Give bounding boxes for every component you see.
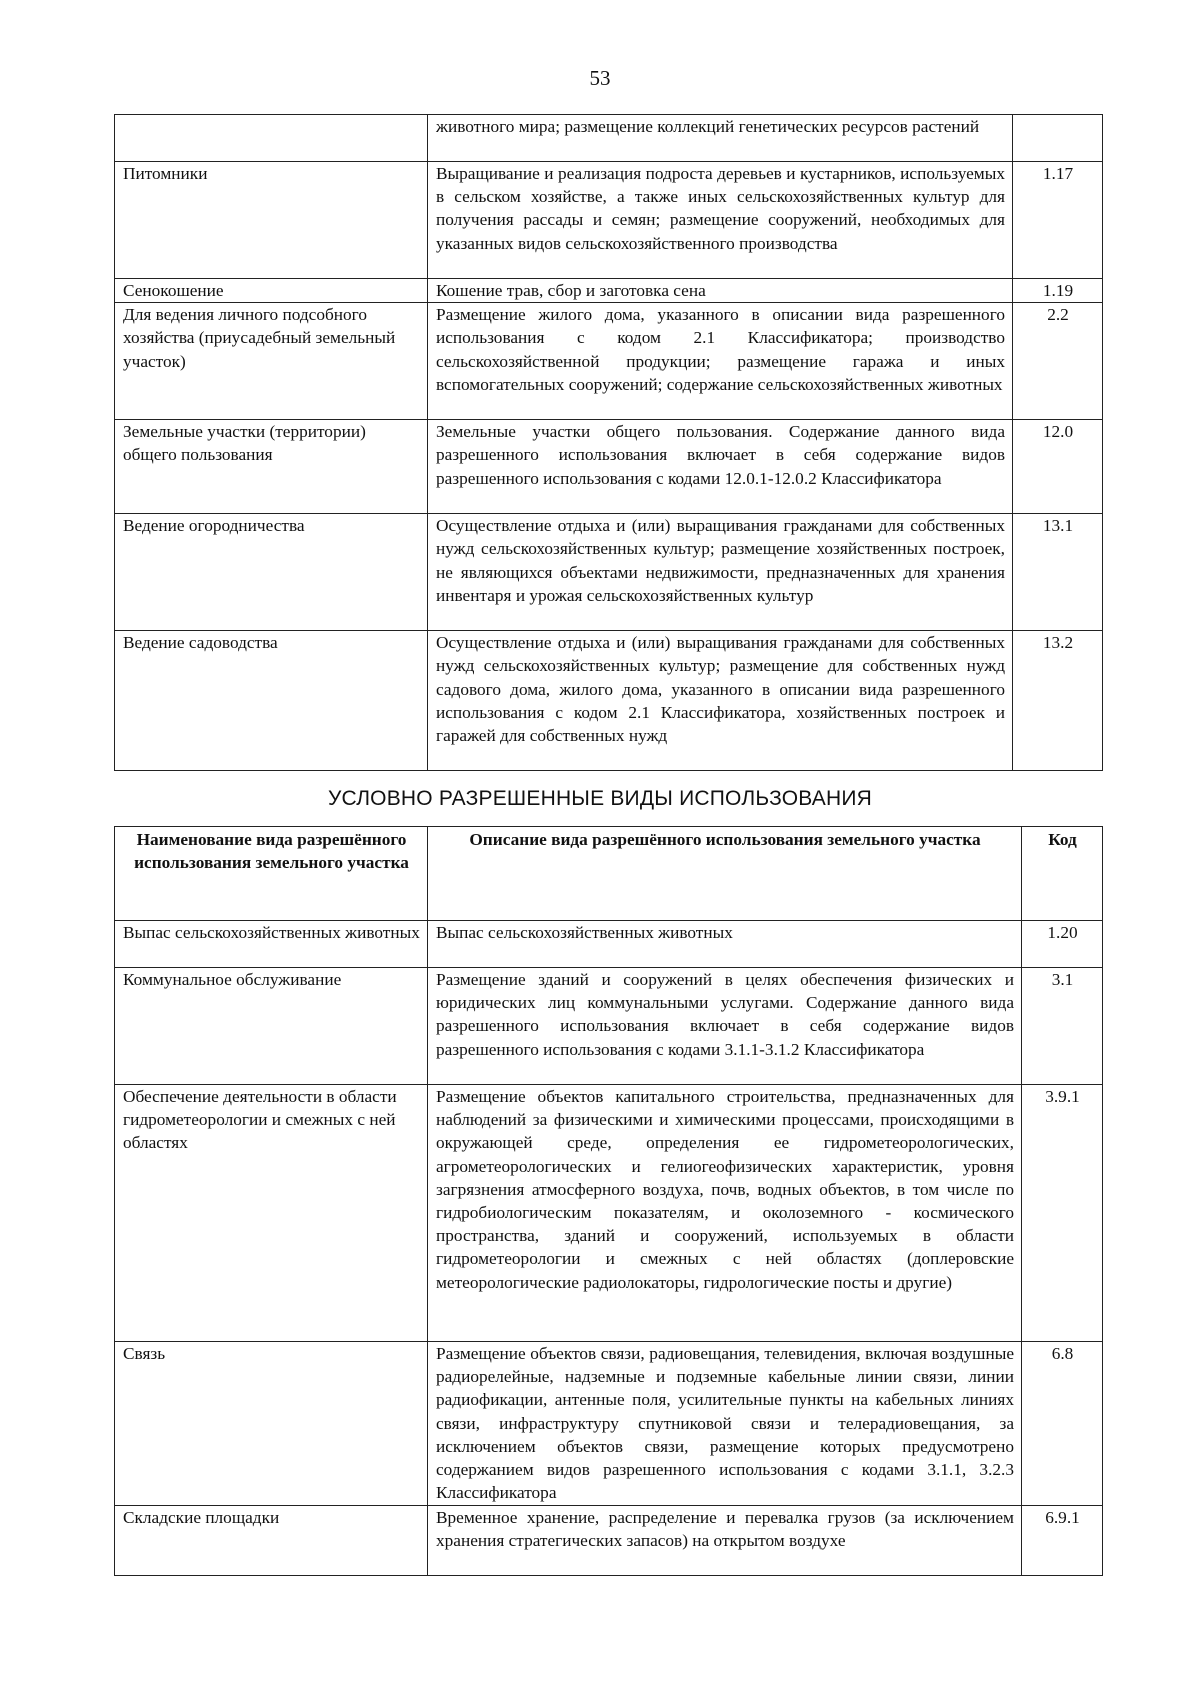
use-description-cell: Осуществление отдыха и (или) выращивания гражданами для собственных нужд сельскохозяйственных культур; размещение хозяйственных построек, не являющихся объектами недвижимости, предназначенных для хранения инвентаря и урожая сельскохозяйственных культур: [428, 514, 1013, 631]
table-row: [115, 303, 1103, 420]
table-header-row: [115, 827, 1103, 921]
use-description-cell: Размещение зданий и сооружений в целях обеспечения физических и юридических лиц коммунальными услугами. Содержание данного вида разрешенного использования включает в себя содержание видов разрешенного использования с кодами 3.1.1-3.1.2 Классификатора: [428, 968, 1022, 1085]
use-name-cell: [115, 115, 428, 162]
use-description-cell: Выращивание и реализация подроста деревьев и кустарников, используемых в сельском хозяйстве, а также иных сельскохозяйственных культур для получения рассады и семян; размещение сооружений, необходимых для указанных видов сельскохозяйственного производства: [428, 162, 1013, 279]
column-header-code: Код: [1022, 827, 1103, 921]
use-name-cell: Выпас сельскохозяйственных животных: [115, 921, 428, 968]
table-row: [115, 162, 1103, 279]
use-code-cell: 1.17: [1013, 162, 1103, 279]
use-name-cell: Связь: [115, 1342, 428, 1506]
use-code-cell: 1.19: [1013, 279, 1103, 303]
use-code-cell: 6.9.1: [1022, 1506, 1103, 1576]
use-description-cell: Временное хранение, распределение и перевалка грузов (за исключением хранения стратегических запасов) на открытом воздухе: [428, 1506, 1022, 1576]
use-code-cell: [1013, 115, 1103, 162]
use-code-cell: 12.0: [1013, 420, 1103, 514]
section-heading: УСЛОВНО РАЗРЕШЕННЫЕ ВИДЫ ИСПОЛЬЗОВАНИЯ: [327, 787, 872, 810]
use-name-cell: Ведение садоводства: [115, 631, 428, 771]
use-code-cell: 2.2: [1013, 303, 1103, 420]
table-row: [115, 631, 1103, 771]
table-row: [115, 420, 1103, 514]
use-name-cell: Для ведения личного подсобного хозяйства (приусадебный земельный участок): [115, 303, 428, 420]
use-code-cell: 3.9.1: [1022, 1085, 1103, 1342]
use-name-cell: Земельные участки (территории) общего пользования: [115, 420, 428, 514]
use-description-cell: Осуществление отдыха и (или) выращивания гражданами для собственных нужд сельскохозяйственных культур; размещение для собственных нужд садового дома, жилого дома, указанного в описании вида разрешенного использования с кодом 2.1 Классификатора, хозяйственных построек и гаражей для собственных нужд: [428, 631, 1013, 771]
table-row: [115, 514, 1103, 631]
use-code-cell: 6.8: [1022, 1342, 1103, 1506]
use-name-cell: Сенокошение: [115, 279, 428, 303]
use-code-cell: 13.2: [1013, 631, 1103, 771]
use-name-cell: Ведение огородничества: [115, 514, 428, 631]
column-header-description: Описание вида разрешённого использования земельного участка: [428, 827, 1022, 921]
use-name-cell: Обеспечение деятельности в области гидрометеорологии и смежных с ней областях: [115, 1085, 428, 1342]
use-description-cell: Земельные участки общего пользования. Содержание данного вида разрешенного использования включает в себя содержание видов разрешенного использования с кодами 12.0.1-12.0.2 Классификатора: [428, 420, 1013, 514]
page-number: 53: [589, 66, 611, 90]
use-name-cell: Питомники: [115, 162, 428, 279]
table-row: [115, 1342, 1103, 1506]
use-description-cell: Размещение объектов капитального строительства, предназначенных для наблюдений за физическими и химическими процессами, происходящими в окружающей среде, определения ее гидрометеорологических, агрометеорологических и гелиогеофизических характеристик, уровня загрязнения атмосферного воздуха, почв, водных объектов, в том числе по гидробиологическим показателям, и околоземного - космического пространства, зданий и сооружений, используемых в области гидрометеорологии и смежных с ней областях (доплеровские метеорологические радиолокаторы, гидрологические посты и другие): [428, 1085, 1022, 1342]
use-code-cell: 13.1: [1013, 514, 1103, 631]
use-description-cell: Размещение объектов связи, радиовещания, телевидения, включая воздушные радиорелейные, надземные и подземные кабельные линии связи, линии радиофикации, антенные поля, усилительные пункты на кабельных линиях связи, инфраструктуру спутниковой связи и телерадиовещания, за исключением объектов связи, размещение которых предусмотрено содержанием видов разрешенного использования с кодами 3.1.1, 3.2.3 Классификатора: [428, 1342, 1022, 1506]
permitted-uses-table-continued: [114, 114, 1103, 771]
table-row: [115, 279, 1103, 303]
table-row: [115, 921, 1103, 968]
use-description-cell: Кошение трав, сбор и заготовка сена: [428, 279, 1013, 303]
conditionally-permitted-uses-table: [114, 826, 1103, 1576]
use-name-cell: Складские площадки: [115, 1506, 428, 1576]
use-description-cell: Выпас сельскохозяйственных животных: [428, 921, 1022, 968]
table-row: [115, 1085, 1103, 1342]
use-name-cell: Коммунальное обслуживание: [115, 968, 428, 1085]
table-row: [115, 1506, 1103, 1576]
use-description-cell: Размещение жилого дома, указанного в описании вида разрешенного использования с кодом 2.1 Классификатора; производство сельскохозяйственной продукции; размещение гаража и иных вспомогательных сооружений; содержание сельскохозяйственных животных: [428, 303, 1013, 420]
table-row: [115, 115, 1103, 162]
use-code-cell: 1.20: [1022, 921, 1103, 968]
use-description-cell: животного мира; размещение коллекций генетических ресурсов растений: [428, 115, 1013, 162]
column-header-name: Наименование вида разрешённого использования земельного участка: [115, 827, 428, 921]
use-code-cell: 3.1: [1022, 968, 1103, 1085]
table-row: [115, 968, 1103, 1085]
